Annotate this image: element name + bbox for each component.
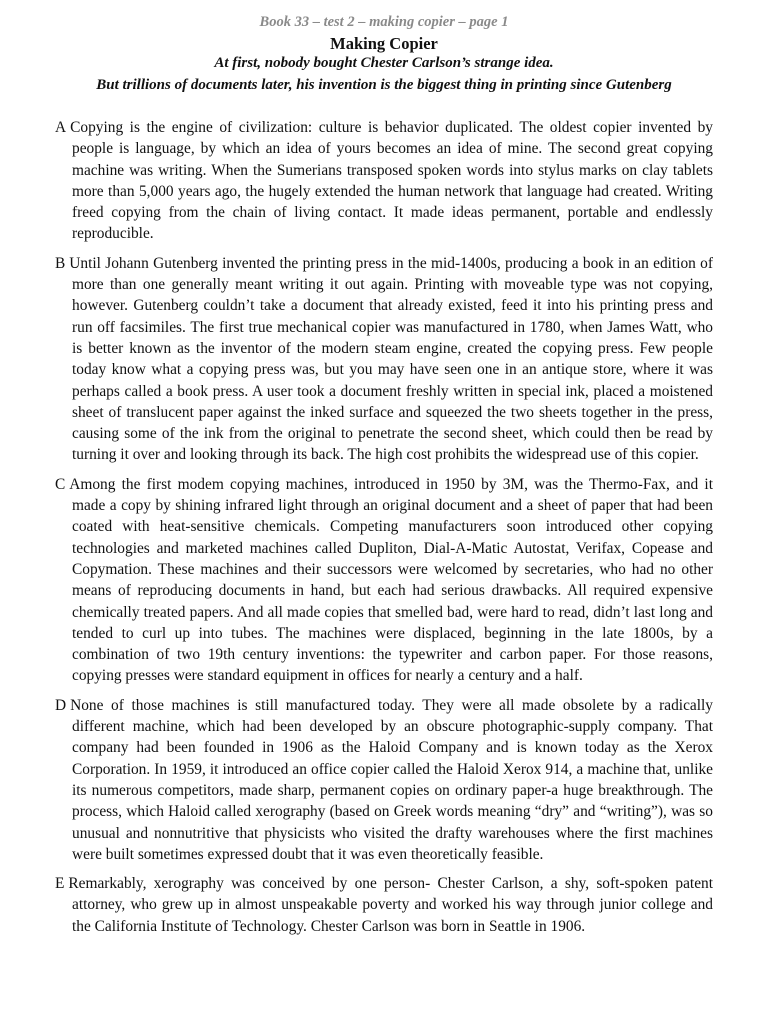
- subtitle-line-2: But trillions of documents later, his invention is the biggest thing in printing since Gutenberg: [96, 77, 672, 93]
- paragraph-text: Copying is the engine of civilization: culture is behavior duplicated. The oldest copier invented by people is language, by which an idea of yours becomes an idea of mine. The second great copying machine was writing. When the Sumerians transposed spoken words into stylus marks on clay tablets more than 5,000 years ago, the hugely extended the human network that language had created. Writing freed copying from the chain of living contact. It made ideas permanent, portable and endlessly reproducible.: [70, 119, 713, 243]
- paragraph-c: [55, 474, 713, 687]
- paragraph-letter: B: [55, 254, 66, 272]
- paragraph-text: Among the first modem copying machines, introduced in 1950 by 3M, was the Thermo-Fax, and it made a copy by shining infrared light through an original document and a sheet of paper that had been coated with heat-sensitive chemicals. Competing manufacturers soon introduced other copying technologies and marketed machines called Dupliton, Dial-A-Matic Autostat, Verifax, Copease and Copymation. These machines and their successors were welcomed by secretaries, who had no other means of reproducing documents in hand, but each had serious drawbacks. All required expensive chemically treated papers. And all made copies that smelled bad, were hard to read, didn’t last long and tended to curl up into tubes. The machines were displaced, beginning in the late 1800s, by a combination of two 19th century inventions: the typewriter and carbon paper. For those reasons, copying presses were standard equipment in offices for nearly a century and a half.: [69, 475, 713, 685]
- paragraph-text: Until Johann Gutenberg invented the printing press in the mid-1400s, producing a book in an edition of more than one generally meant writing it out again. Printing with moveable type was not copying, however. Gutenberg couldn’t take a document that already existed, feed it into his printing press and run off facsimiles. The first true mechanical copier was manufactured in 1780, when James Watt, who is better known as the inventor of the modern steam engine, created the copying press. Few people today know what a copying press was, but you may have seen one in an antique store, where it was perhaps called a book press. A user took a document freshly written in special ink, placed a moistened sheet of translucent paper against the inked surface and squeezed the two sheets together in the press, causing some of the ink from the original to penetrate the second sheet, which could then be read by turning it over and looking through its back. The high cost prohibits the widespread use of this copier.: [69, 254, 713, 464]
- paragraph-text: Remarkably, xerography was conceived by one person- Chester Carlson, a shy, soft-spoken patent attorney, who grew up in almost unspeakable poverty and worked his way through junior college and the California Institute of Technology. Chester Carlson was born in Seattle in 1906.: [68, 875, 713, 935]
- paragraph-text: None of those machines is still manufactured today. They were all made obsolete by a radically different machine, which had been developed by an obscure photographic-supply company. That company had been founded in 1906 as the Haloid Company and is known today as the Xerox Corporation. In 1959, it introduced an office copier called the Haloid Xerox 914, a machine that, unlike its numerous competitors, made sharp, permanent copies on ordinary paper-a huge breakthrough. The process, which Haloid called xerography (based on Greek words meaning “dry” and “writing”), was so unusual and nonnutritive that physicists who visited the drafty warehouses where the first machines were built sometimes expressed doubt that it was even theoretically feasible.: [70, 696, 713, 863]
- paragraph-d: [55, 695, 713, 865]
- paragraph-e: [55, 873, 713, 937]
- paragraph-letter: E: [55, 875, 65, 893]
- paragraph-a: [55, 117, 713, 245]
- paragraph-b: [55, 253, 713, 466]
- paragraph-letter: A: [55, 119, 67, 136]
- subtitle-line-1: At first, nobody bought Chester Carlson’s strange idea.: [214, 55, 554, 71]
- article-body: [55, 117, 713, 945]
- paragraph-letter: C: [55, 475, 66, 493]
- paragraph-letter: D: [55, 696, 67, 714]
- running-header: Book 33 – test 2 – making copier – page 1: [259, 14, 509, 30]
- article-title: Making Copier: [330, 34, 438, 53]
